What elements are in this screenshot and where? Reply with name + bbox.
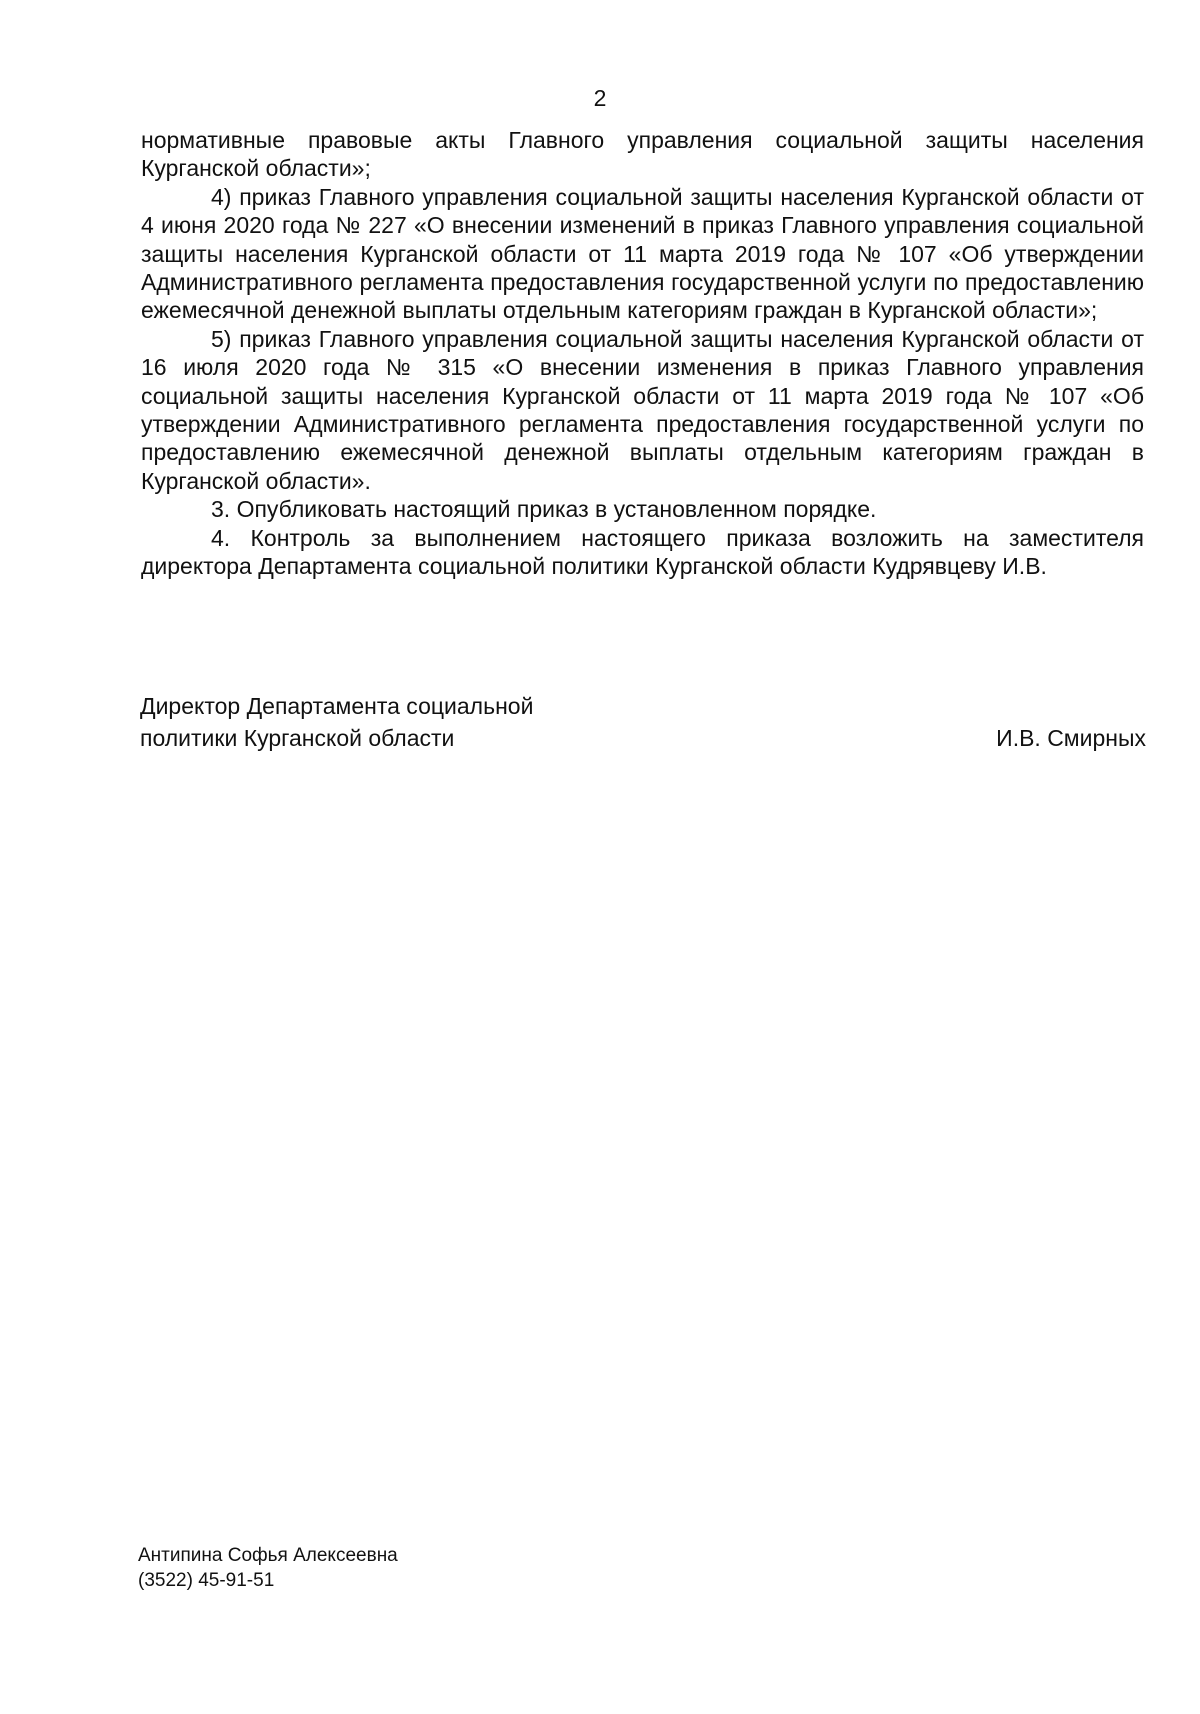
paragraph-continuation: нормативные правовые акты Главного управления социальной защиты населения Курганской области»; bbox=[141, 127, 1144, 182]
paragraph-item-5: 5) приказ Главного управления социальной защиты населения Курганской области от 16 июля 2020 года № 315 «О внесении изменения в приказ Главного управления социальной защиты населения Курганской области от 11 марта 2019 года № 107 «Об утверждении Административного регламента предоставления государственной услуги по предоставлению ежемесячной денежной выплаты отдельным категориям граждан в Курганской области». bbox=[141, 325, 1144, 494]
paragraph-control: 4. Контроль за выполнением настоящего приказа возложить на заместителя директора Департамента социальной политики Курганской области Кудрявцеву И.В. bbox=[141, 524, 1144, 580]
paragraph-item-4: 4) приказ Главного управления социальной защиты населения Курганской области от 4 июня 2020 года № 227 «О внесении изменений в приказ Главного управления социальной защиты населения Курганской области от 11 марта 2019 года № 107 «Об утверждении Административного регламента предоставления государственной услуги по предоставлению ежемесячной денежной выплаты отдельным категориям граждан в Курганской области»; bbox=[141, 183, 1144, 324]
document-body bbox=[141, 126, 1144, 581]
executor-phone: (3522) 45-91-51 bbox=[138, 1570, 275, 1591]
signatory-name: И.В. Смирных bbox=[996, 725, 1146, 751]
paragraph-publish: 3. Опубликовать настоящий приказ в установленном порядке. bbox=[211, 496, 877, 523]
page-number: 2 bbox=[593, 85, 607, 111]
executor-block bbox=[138, 1543, 398, 1593]
signatory-position: Директор Департамента социальной политики Курганской области bbox=[140, 693, 534, 751]
executor-name: Антипина Софья Алексеевна bbox=[138, 1545, 398, 1566]
signature-block bbox=[140, 690, 1146, 754]
